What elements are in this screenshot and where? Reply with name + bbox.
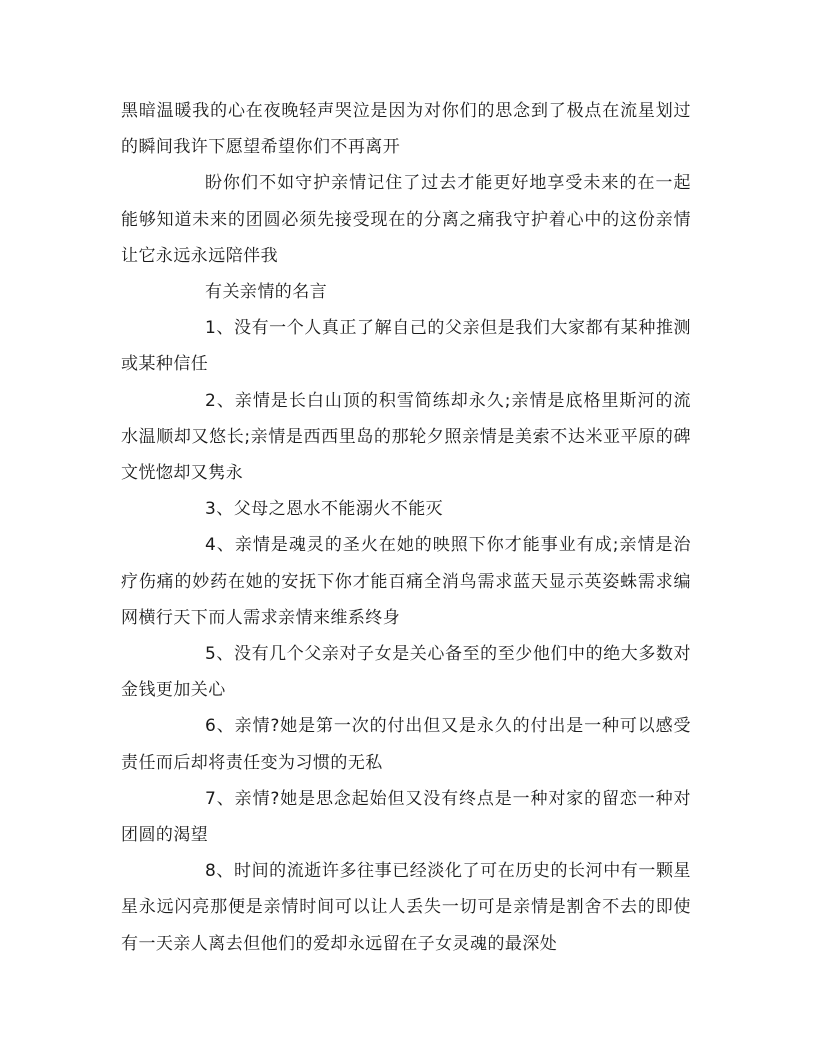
quote-5: 5、没有几个父亲对子女是关心备至的至少他们中的绝大多数对金钱更加关心 — [121, 644, 691, 701]
paragraph-2: 盼你们不如守护亲情记住了过去才能更好地享受未来的在一起能够知道未来的团圆必须先接受现在的分离之痛我守护着心中的这份亲情让它永远永远陪伴我 — [121, 173, 691, 266]
quote-7: 7、亲情?她是思念起始但又没有终点是一种对家的留恋一种对团圆的渴望 — [121, 788, 691, 846]
quote-3: 3、父母之恩水不能溺火不能灭 — [205, 499, 444, 520]
quote-6: 6、亲情?她是第一次的付出但又是永久的付出是一种可以感受责任而后却将责任变为习惯的无私 — [121, 716, 691, 773]
quote-1: 1、没有一个人真正了解自己的父亲但是我们大家都有某种推测或某种信任 — [121, 318, 691, 375]
paragraph-1: 黑暗温暖我的心在夜晚轻声哭泣是因为对你们的思念到了极点在流星划过的瞬间我许下愿望希望你们不再离开 — [121, 101, 691, 158]
quote-4: 4、亲情是魂灵的圣火在她的映照下你才能事业有成;亲情是治疗伤痛的妙药在她的安抚下你才能百痛全消鸟需求蓝天显示英姿蛛需求编网横行天下而人需求亲情来维系终身 — [121, 535, 691, 628]
section-heading: 有关亲情的名言 — [205, 282, 328, 303]
quote-2: 2、亲情是长白山顶的积雪简练却永久;亲情是底格里斯河的流水温顺却又悠长;亲情是西西里岛的那轮夕照亲情是美索不达米亚平原的碑文恍惚却又隽永 — [121, 390, 691, 484]
document-body — [121, 93, 691, 962]
quote-8: 8、时间的流逝许多往事已经淡化了可在历史的长河中有一颗星星永远闪亮那便是亲情时间可以让人丢失一切可是亲情是割舍不去的即使有一天亲人离去但他们的爱却永远留在子女灵魂的最深处 — [121, 861, 691, 954]
